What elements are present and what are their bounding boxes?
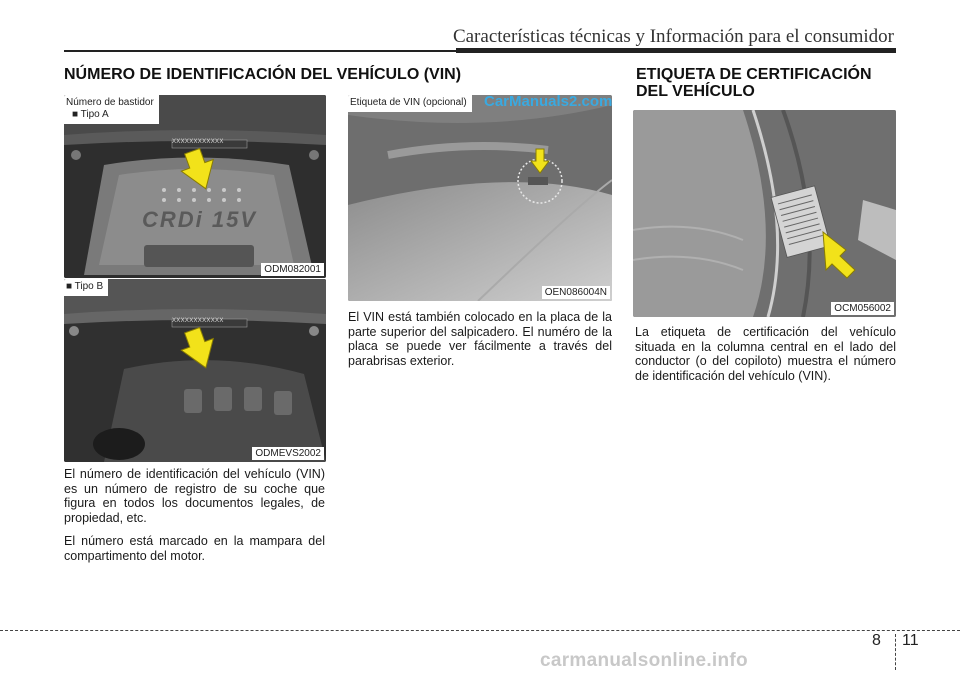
chapter-number: 8 — [872, 632, 881, 649]
header-rule — [64, 50, 896, 52]
cert-title-line2: DEL VEHÍCULO — [636, 83, 755, 100]
figure-code-type-a: ODM082001 — [261, 263, 324, 276]
figure-type-b — [64, 279, 326, 462]
cert-title-line1: ETIQUETA DE CERTIFICACIÓN — [636, 66, 872, 83]
figure-code-type-b: ODMEVS2002 — [252, 447, 324, 460]
cert-paragraph: La etiqueta de certificación del vehículo situada en la columna central en el lado del conductor (o del copiloto) muestra el número de identificación del vehículo (VIN). — [635, 325, 896, 383]
dash-vin-paragraph: El VIN está también colocado en la placa de la parte superior del salpicadero. El numéro de la placa se puede ver fácilmente a través del parabrisas exterior. — [348, 310, 612, 368]
engine-cover-text: CRDi 15V — [142, 207, 258, 232]
figure-cert-label — [633, 110, 896, 317]
figure-code-cert: OCM056002 — [831, 302, 894, 315]
dashboard-vin-illustration — [348, 95, 612, 301]
figure-type-a-label — [64, 95, 159, 124]
figure-type-a — [64, 95, 326, 278]
type-b-label: ■ Tipo B — [64, 279, 108, 296]
footer-rule — [0, 630, 960, 631]
cert-section-title — [636, 66, 872, 100]
vin-mark-type-b: XXXXXXXXXXXX — [172, 318, 224, 324]
dash-vin-label: Etiqueta de VIN (opcional) — [348, 95, 472, 112]
running-header: Características técnicas y Información para el consumidor — [452, 26, 894, 47]
pillar-label-illustration — [633, 110, 896, 317]
vin-section-title: NÚMERO DE IDENTIFICACIÓN DEL VEHÍCULO (VIN) — [64, 66, 462, 83]
vin-frame-label: Número de bastidor — [66, 97, 154, 108]
carmanuals-watermark: CarManuals2.com — [484, 93, 613, 110]
vin-mark-type-a: XXXXXXXXXXXX — [172, 139, 224, 145]
page-number-separator — [895, 634, 896, 670]
page-number: 11 — [902, 632, 919, 649]
type-a-label: ■ Tipo A — [72, 109, 109, 120]
vin-paragraph-1: El número de identificación del vehículo (VIN) es un número de registro de su coche que figura en todos los documentos legales, de propiedad, etc. — [64, 467, 325, 525]
figure-dash-vin — [348, 95, 612, 301]
site-watermark: carmanualsonline.info — [540, 650, 748, 671]
vin-paragraph-2: El número está marcado en la mampara del compartimento del motor. — [64, 534, 325, 563]
figure-code-dash: OEN086004N — [542, 286, 610, 299]
engine-bay-type-b-illustration — [64, 279, 326, 462]
